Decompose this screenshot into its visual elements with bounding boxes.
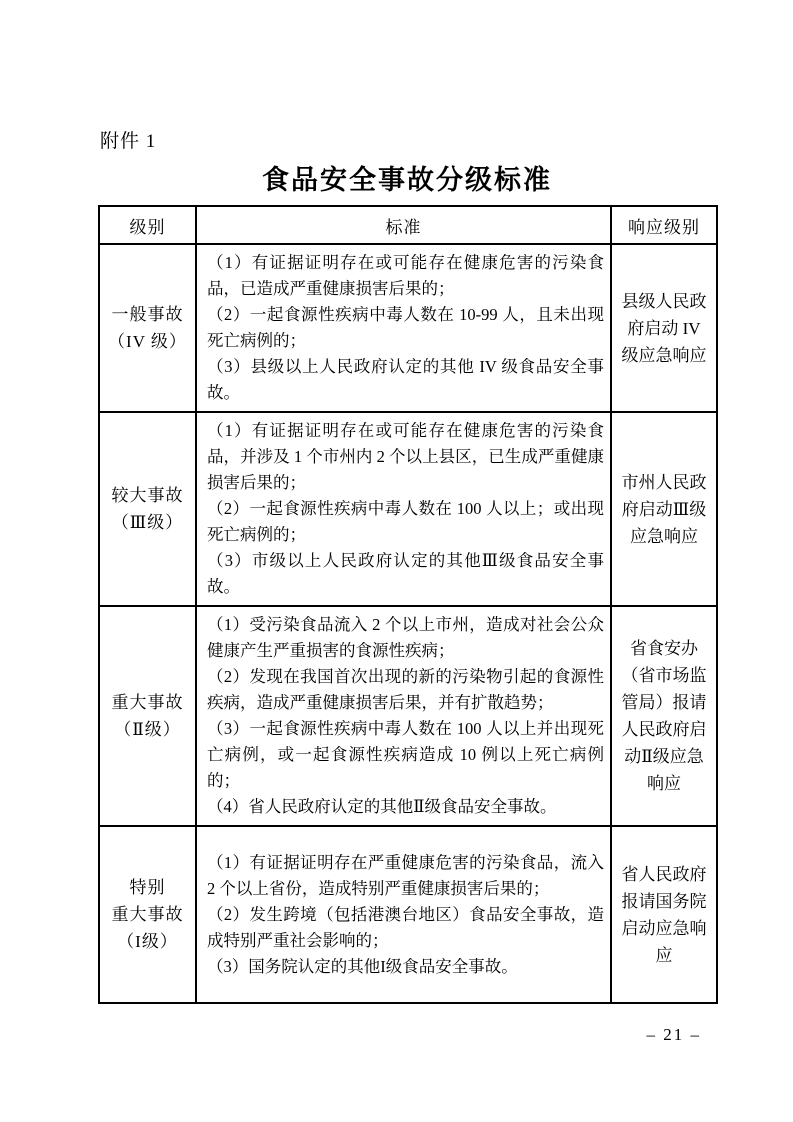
criteria-item: （3）市级以上人民政府认定的其他Ⅲ级食品安全事故。	[207, 551, 604, 596]
col-header-criteria: 标准	[196, 206, 611, 244]
table-row	[99, 412, 717, 606]
criteria-item: （1）有证据证明存在或可能存在健康危害的污染食品，并涉及 1 个市州内 2 个以上县区，已生成严重健康损害后果的；	[207, 421, 604, 492]
criteria-item: （1）受污染食品流入 2 个以上市州，造成对社会公众健康产生严重损害的食源性疾病；	[207, 615, 604, 660]
table-row	[99, 606, 717, 826]
response-cell: 市州人民政府启动Ⅲ级应急响应	[611, 412, 717, 606]
criteria-item: （1）有证据证明存在严重健康危害的污染食品，流入 2 个以上省份，造成特别严重健康损害后果的；	[207, 852, 604, 898]
criteria-item: （2）一起食源性疾病中毒人数在 10-99 人，且未出现死亡病例的；	[207, 305, 604, 350]
level-line: （IV 级）	[108, 332, 187, 351]
col-header-level: 级别	[99, 206, 196, 244]
response-cell: 省人民政府报请国务院启动应急响应	[611, 826, 717, 1003]
table-row	[99, 826, 717, 1003]
criteria-cell	[196, 244, 611, 412]
level-line: 重大事故	[111, 905, 184, 924]
col-header-response: 响应级别	[611, 206, 717, 244]
level-line: （I级）	[117, 932, 178, 951]
criteria-item: （3）县级以上人民政府认定的其他 IV 级食品安全事故。	[207, 357, 604, 402]
level-line: 一般事故	[111, 305, 184, 324]
level-cell	[99, 412, 196, 606]
level-line: （Ⅱ级）	[114, 720, 181, 739]
level-cell	[99, 244, 196, 412]
page-number: – 21 –	[646, 1025, 701, 1044]
response-cell: 县级人民政府启动 IV 级应急响应	[611, 244, 717, 412]
level-cell	[99, 826, 196, 1003]
response-cell: 省食安办（省市场监管局）报请人民政府启动Ⅱ级应急响应	[611, 606, 717, 826]
criteria-item: （4）省人民政府认定的其他Ⅱ级食品安全事故。	[207, 797, 557, 816]
criteria-cell	[196, 826, 611, 1003]
level-line: 重大事故	[111, 693, 184, 712]
criteria-item: （2）发生跨境（包括港澳台地区）食品安全事故，造成特别严重社会影响的；	[207, 904, 604, 950]
criteria-item: （2）一起食源性疾病中毒人数在 100 人以上；或出现死亡病例的；	[207, 499, 604, 544]
page-title: 食品安全事故分级标准	[262, 165, 552, 195]
criteria-item: （2）发现在我国首次出现的新的污染物引起的食源性疾病，造成严重健康损害后果，并有扩散趋势；	[207, 667, 604, 712]
criteria-item: （3）一起食源性疾病中毒人数在 100 人以上并出现死亡病例，或一起食源性疾病造成 10 例以上死亡病例的；	[207, 719, 604, 790]
table-row	[99, 244, 717, 412]
level-line: 较大事故	[111, 486, 184, 505]
classification-table	[98, 205, 718, 1004]
criteria-cell	[196, 606, 611, 826]
level-cell	[99, 606, 196, 826]
criteria-cell	[196, 412, 611, 606]
table-header-row	[99, 206, 717, 244]
level-line: （Ⅲ级）	[111, 513, 184, 532]
level-line: 特别	[129, 878, 166, 897]
criteria-item: （3）国务院认定的其他I级食品安全事故。	[207, 956, 518, 976]
criteria-item: （1）有证据证明存在或可能存在健康危害的污染食品，已造成严重健康损害后果的；	[207, 253, 604, 298]
attachment-label: 附件 1	[100, 131, 157, 152]
